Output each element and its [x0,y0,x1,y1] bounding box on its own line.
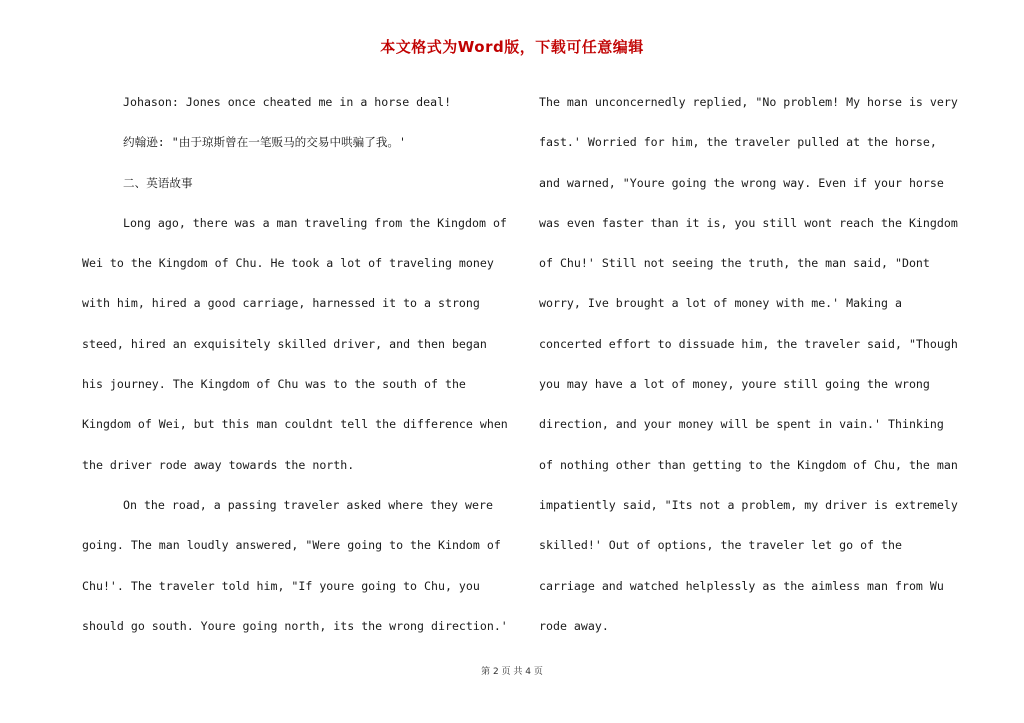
text-line: carriage and watched helplessly as the aimless man from Wu [539,578,944,593]
text-line: Long ago, there was a man traveling from the Kingdom of [123,215,507,230]
text-line: Johason: Jones once cheated me in a horse deal! [123,95,452,109]
section-heading: 二、英语故事 [123,175,193,190]
text-line: steed, hired an exquisitely skilled driver, and then began [82,336,487,351]
text-line: his journey. The Kingdom of Chu was to the south of the [82,377,466,392]
text-line: The man unconcernedly replied, "No problem! My horse is very [539,95,958,109]
text-line: fast.' Worried for him, the traveler pulled at the horse, [539,135,937,150]
text-line: worry, Ive brought a lot of money with me.' Making a [539,296,902,311]
text-line: should go south. Youre going north, its the wrong direction.' [82,618,508,633]
text-line: of nothing other than getting to the Kingdom of Chu, the man [539,457,958,472]
text-line: of Chu!' Still not seeing the truth, the man said, "Dont [539,256,930,271]
text-line: Wei to the Kingdom of Chu. He took a lot of traveling money [82,256,494,271]
text-line: 约翰逊: "由于琼斯曾在一笔贩马的交易中哄骗了我。' [123,135,406,150]
text-line: Kingdom of Wei, but this man couldnt tell the difference when [82,417,508,432]
left-text-column [82,82,507,646]
text-line: and warned, "Youre going the wrong way. Even if your horse [539,175,944,190]
text-line: the driver rode away towards the north. [82,457,355,472]
text-line: rode away. [539,618,609,633]
right-text-column [539,82,957,646]
text-line: you may have a lot of money, youre still going the wrong [539,377,930,392]
text-line: going. The man loudly answered, "Were going to the Kindom of [82,538,501,553]
text-line: On the road, a passing traveler asked where they were [123,497,493,512]
text-line: was even faster than it is, you still wont reach the Kingdom [539,215,958,230]
text-line: Chu!'. The traveler told him, "If youre going to Chu, you [82,578,480,593]
text-line: impatiently said, "Its not a problem, my driver is extremely [539,497,958,512]
text-line: direction, and your money will be spent in vain.' Thinking [539,417,944,432]
text-line: concerted effort to dissuade him, the traveler said, "Though [539,336,958,351]
text-line: with him, hired a good carriage, harnessed it to a strong [82,296,480,311]
page-number-footer: 第 2 页 共 4 页 [481,667,543,677]
document-header-banner: 本文格式为Word版，下载可任意编辑 [380,38,644,56]
text-line: skilled!' Out of options, the traveler let go of the [539,538,902,553]
